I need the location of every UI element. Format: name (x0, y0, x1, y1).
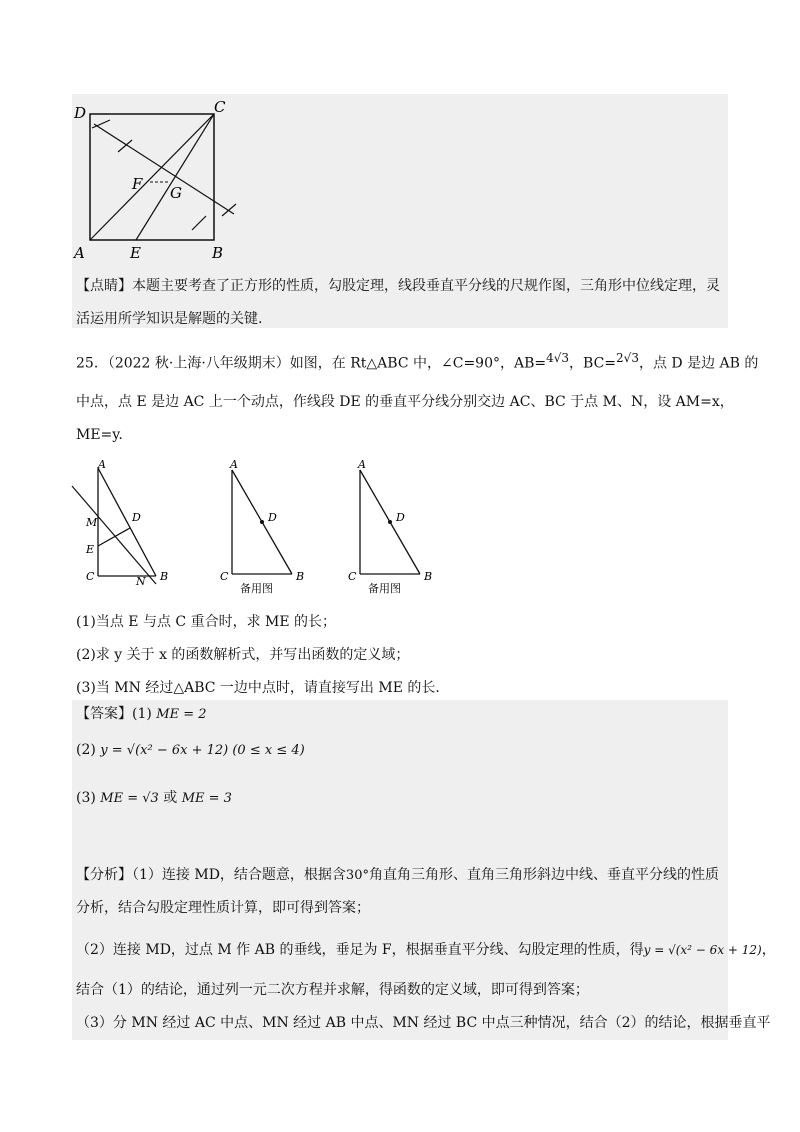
analysis-line-3 (76, 940, 776, 960)
sub-question-2: (2)求 y 关于 x 的函数解析式，并写出函数的定义域； (76, 647, 410, 663)
remark-line-2: 活运用所学知识是解题的关键. (76, 311, 263, 327)
fig-s1-C: C (220, 570, 229, 583)
analysis-text-1a: 【分析】（1）连接 MD，结合题意，根据含 (76, 867, 346, 883)
analysis-deg: 30° (345, 868, 369, 883)
fig-s2-C: C (348, 570, 357, 583)
fig-main-B: B (160, 570, 169, 583)
fig-s2-caption: 备用图 (368, 582, 401, 595)
fig-s1-D: D (268, 511, 277, 524)
q25-text-c: ，点 D 是边 AB 的 (638, 355, 759, 372)
fig-main-N: N (136, 575, 146, 588)
fig-main-D: D (132, 511, 141, 524)
spare-figure-2 (344, 458, 444, 598)
label-B: B (212, 244, 224, 262)
analysis-line-5: （3）分 MN 经过 AC 中点、MN 经过 AB 中点、MN 经过 BC 中点三种情况，结合（2）的结论，根据垂直平 (76, 1015, 771, 1031)
q25-line-3: ME=y. (76, 427, 123, 443)
label-A: A (74, 244, 85, 262)
answer-3b: ME = 3 (181, 791, 232, 806)
label-D: D (74, 104, 87, 122)
label-F: F (132, 175, 143, 193)
ab-value: 4√3 (546, 351, 570, 365)
answer-1: ME = 2 (156, 707, 207, 722)
analysis-line-1 (76, 865, 719, 886)
sub-question-1: (1)当点 E 与点 C 重合时，求 ME 的长； (76, 614, 337, 630)
fig-main-E: E (86, 543, 95, 556)
fig-s2-B: B (424, 570, 433, 583)
answer-or: 或 (163, 790, 178, 806)
analysis-line-2: 分析，结合勾股定理性质计算，即可得到答案； (76, 900, 370, 916)
fig-s1-A: A (230, 458, 238, 471)
analysis-formula: y = √(x² − 6x + 12) (643, 943, 762, 957)
fig-s2-A: A (358, 458, 366, 471)
answer-label-2: (2) (76, 742, 96, 758)
fig-s1-B: B (296, 570, 305, 583)
fig-main-C: C (86, 570, 95, 583)
analysis-text-3-end: ， (761, 942, 776, 958)
sub-question-3: (3)当 MN 经过△ABC 一边中点时，请直接写出 ME 的长. (76, 680, 440, 696)
q25-text-a: 25．（2022 秋·上海·八年级期末）如图，在 Rt△ABC 中，∠C=90°，AB= (76, 355, 547, 372)
analysis-line-4: 结合（1）的结论，通过列一元二次方程并求解，得函数的定义域，即可得到答案； (76, 982, 589, 998)
answer-line-1 (76, 704, 207, 725)
analysis-text-3: （2）连接 MD，过点 M 作 AB 的垂线，垂足为 F，根据垂直平分线、勾股定理的性质，得 (76, 942, 644, 958)
spare-figure-1 (216, 458, 316, 598)
answer-3a: ME = √3 (100, 791, 159, 806)
square-construction-figure (72, 98, 252, 266)
label-E: E (130, 244, 141, 262)
label-G: G (170, 184, 182, 202)
answer-label-3: (3) (76, 790, 96, 806)
answer-2: y = √(x² − 6x + 12) (0 ≤ x ≤ 4) (100, 743, 305, 758)
fig-main-M: M (86, 516, 98, 529)
remark-line-1: 【点睛】本题主要考查了正方形的性质，勾股定理，线段垂直平分线的尺规作图，三角形中位线定理，灵 (76, 278, 720, 294)
answer-label: 【答案】(1) (76, 706, 152, 722)
answer-line-2 (76, 740, 305, 761)
analysis-text-1b: 角直角三角形、直角三角形斜边中线、垂直平分线的性质 (368, 867, 719, 883)
answer-line-3 (76, 788, 232, 809)
q25-line-2: 中点，点 E 是边 AC 上一个动点，作线段 DE 的垂直平分线分别交边 AC、BC 于点 M、N，设 AM=x， (76, 394, 734, 410)
bc-value: 2√3 (616, 351, 639, 365)
fig-s2-D: D (396, 511, 405, 524)
label-C: C (214, 98, 226, 116)
fig-s1-caption: 备用图 (240, 582, 273, 595)
q25-text-b: ，BC= (569, 355, 617, 372)
fig-main-A: A (98, 458, 106, 471)
main-triangle-figure (70, 458, 182, 588)
q25-line-1 (76, 348, 758, 374)
